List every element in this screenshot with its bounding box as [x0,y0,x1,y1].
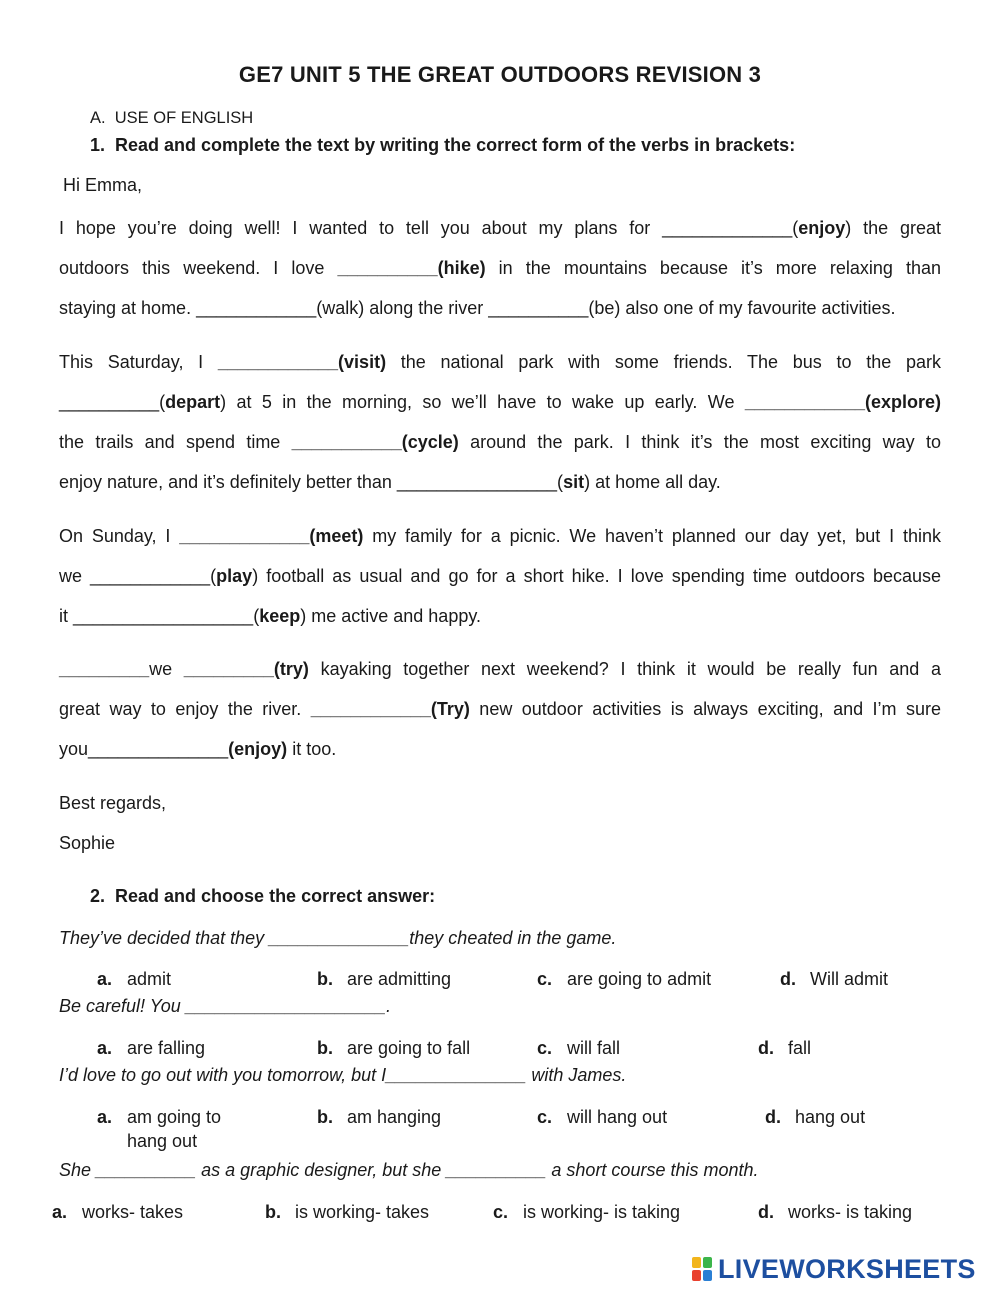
option-text: is working- is taking [523,1202,681,1222]
option-d[interactable] [758,1038,811,1059]
option-text: is working- takes [295,1202,430,1222]
option-letter: c. [537,1107,553,1127]
question-sentence: I’d love to go out with you tomorrow, but I______________ with James. [59,1065,627,1085]
option-d[interactable] [780,969,888,990]
option-c[interactable] [537,1107,667,1128]
liveworksheets-logo-icon [692,1256,714,1282]
option-letter: c. [493,1202,509,1222]
question-sentence: Be careful! You ____________________. [59,996,391,1016]
text: enjoy nature, and it’s definitely better than ________________( [59,472,564,492]
option-letter: d. [765,1107,781,1127]
verb-cue: sit [563,472,585,492]
letter-line [59,350,941,374]
letter-line [59,470,941,494]
text: you______________ [59,739,229,759]
option-d[interactable] [758,1202,912,1223]
option-c[interactable] [493,1202,680,1223]
letter-greeting: Hi Emma, [63,175,143,195]
text: around the park. I think it’s the most exciting way to [458,432,941,452]
letter-line [59,657,941,681]
option-letter: d. [780,969,796,989]
question-number: 2. [90,886,106,906]
verb-cue: depart [165,392,221,412]
verb-cue: ___________(cycle) [291,432,459,452]
verb-cue: keep [259,606,301,626]
option-a[interactable] [52,1202,183,1223]
option-text: admit [127,969,172,989]
option-text: am going to [127,1107,222,1127]
letter-line [59,564,941,588]
text: outdoors this weekend. I love [59,258,338,278]
text: my family for a picnic. We haven’t planned our day yet, but I think [363,526,941,546]
option-b[interactable] [265,1202,429,1223]
option-b[interactable] [317,969,451,990]
question-number: 1. [90,135,106,155]
option-text: will hang out [567,1107,668,1127]
blank: _________ [59,659,150,679]
question-1-instruction [90,135,795,156]
logo-text: LIVEWORKSHEETS [718,1253,976,1284]
letter-signature: Sophie [59,833,116,853]
text: the trails and spend time [59,432,292,452]
option-letter: a. [97,1107,113,1127]
letter-line [59,737,941,761]
text: it too. [287,739,337,759]
option-letter: c. [537,969,553,989]
letter-line [59,697,941,721]
option-text-continued: hang out [127,1131,198,1151]
text: the national park with some friends. The bus to the park [386,352,942,372]
verb-cue: _____________(meet) [179,526,364,546]
letter-closing: Best regards, [59,793,167,813]
text: in the mountains because it’s more relaxing than [485,258,941,278]
question-sentence: They’ve decided that they ______________they cheated in the game. [59,928,617,948]
option-letter: a. [97,1038,113,1058]
option-letter: b. [317,969,333,989]
option-b[interactable] [317,1107,441,1128]
page-title: GE7 UNIT 5 THE GREAT OUTDOORS REVISION 3 [238,62,762,87]
option-c[interactable] [537,969,711,990]
option-text: are falling [127,1038,206,1058]
section-a-heading [90,109,253,128]
option-text: hang out [795,1107,866,1127]
text: we [149,659,184,679]
text: ) at home all day. [584,472,721,492]
option-letter: c. [537,1038,553,1058]
option-a[interactable] [97,969,171,990]
option-text: fall [788,1038,812,1058]
text: ) me active and happy. [300,606,481,626]
option-text: works- is taking [788,1202,913,1222]
option-letter: a. [52,1202,68,1222]
option-text: Will admit [810,969,889,989]
text: ) football as usual and go for a short hike. I love spending time outdoors because [252,566,941,586]
option-letter: b. [317,1107,333,1127]
option-text: are going to admit [567,969,712,989]
letter-line: staying at home. ____________(walk) along the river __________(be) also one of my favourite activities. [59,298,896,318]
option-d[interactable] [765,1107,865,1128]
option-b[interactable] [317,1038,470,1059]
letter-line [59,216,941,240]
verb-cue: ____________(Try) [310,699,470,719]
text: __________( [59,392,166,412]
verb-cue: enjoy [798,218,846,238]
option-a[interactable] [97,1107,221,1152]
option-text: are admitting [347,969,452,989]
text: it __________________( [59,606,260,626]
text: ) at 5 in the morning, so we’ll have to wake up early. We [220,392,745,412]
text: great way to enjoy the river. [59,699,311,719]
question-sentence: She __________ as a graphic designer, but she __________ a short course this month. [59,1160,759,1180]
text: On Sunday, I [59,526,180,546]
option-letter: b. [265,1202,281,1222]
option-text: am hanging [347,1107,442,1127]
text: new outdoor activities is always exciting, and I’m sure [469,699,941,719]
verb-cue: _________(try) [183,659,309,679]
question-2-instruction [90,886,435,907]
letter-line [59,524,941,548]
letter-line [59,256,941,280]
option-letter: b. [317,1038,333,1058]
letter-line [59,430,941,454]
section-label: USE OF ENGLISH [114,109,254,127]
option-letter: d. [758,1202,774,1222]
verb-cue: __________(hike) [337,258,486,278]
verb-cue: ____________(visit) [217,352,387,372]
text: I hope you’re doing well! I wanted to tell you about my plans for _____________( [59,218,799,238]
text: kayaking together next weekend? I think it would be really fun and a [308,659,941,679]
liveworksheets-logo[interactable] [692,1253,976,1285]
option-c[interactable] [537,1038,620,1059]
instruction-text: Read and complete the text by writing the correct form of the verbs in brackets: [115,135,796,155]
verb-cue: (enjoy) [228,739,288,759]
option-text: will fall [567,1038,621,1058]
text: ) the great [845,218,941,238]
letter-line [59,390,941,414]
section-letter: A. [90,109,106,127]
option-letter: a. [97,969,113,989]
text: This Saturday, I [59,352,218,372]
option-a[interactable] [97,1038,205,1059]
option-text: works- takes [82,1202,184,1222]
option-letter: d. [758,1038,774,1058]
instruction-text: Read and choose the correct answer: [115,886,436,906]
verb-cue: ____________(explore) [744,392,941,412]
option-text: are going to fall [347,1038,471,1058]
text: we ____________( [59,566,217,586]
verb-cue: play [216,566,253,586]
letter-line [59,604,941,628]
